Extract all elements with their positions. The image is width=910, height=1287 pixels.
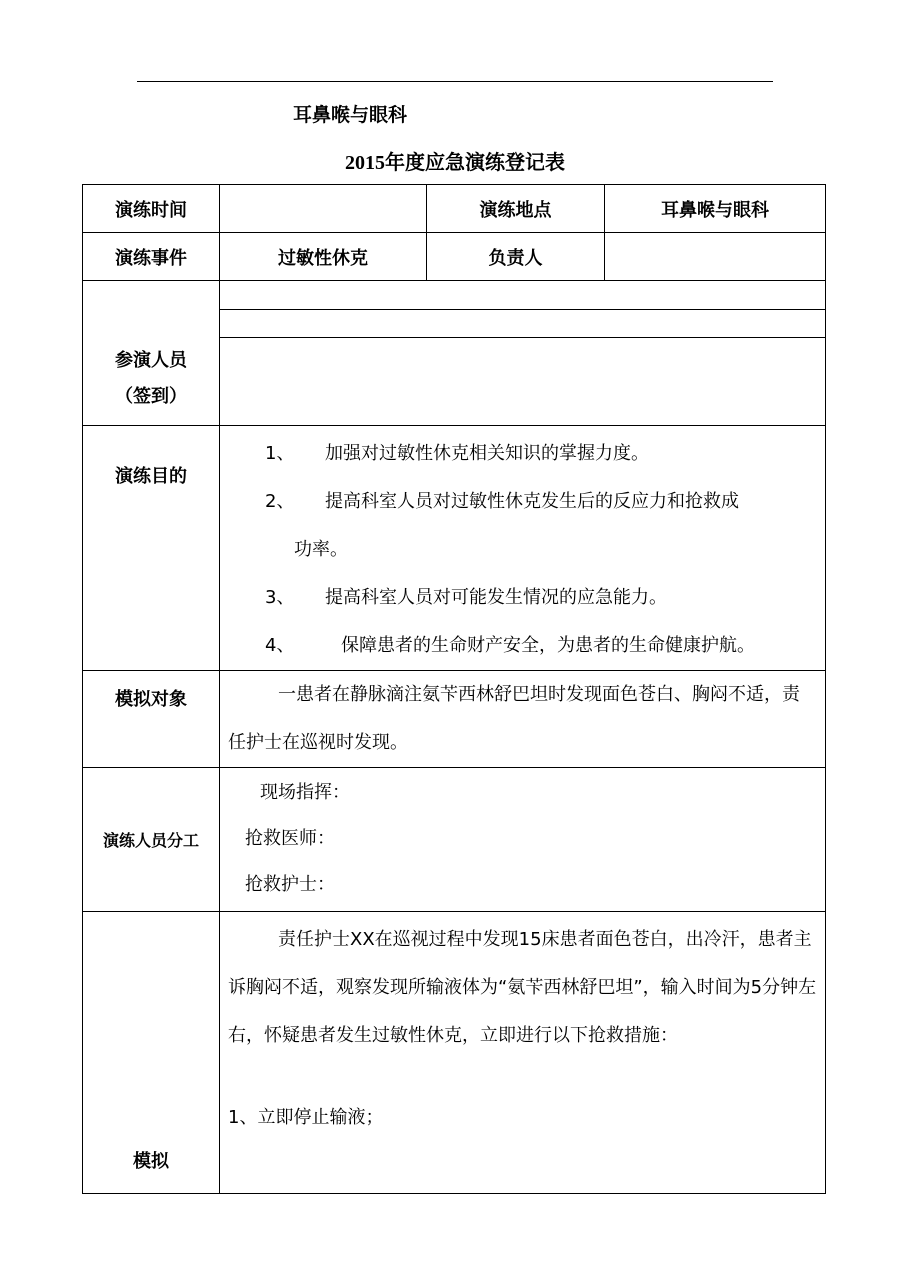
department-title: 耳鼻喉与眼科 bbox=[293, 104, 408, 126]
division-doctor: 抢救医师： bbox=[245, 828, 335, 849]
simulation-text: 责任护士XX在巡视过程中发现15床患者面色苍白，出冷汗，患者主诉胸闷不适，观察发现所输液体为“氨苄西林舒巴坦”，输入时间为5分钟左右，怀疑患者发生过敏性休克，立即进行以下抢救措施： bbox=[228, 929, 817, 1046]
drill-goal-label: 演练目的 bbox=[83, 426, 220, 671]
owner-label: 负责人 bbox=[427, 233, 605, 281]
drill-time-value[interactable] bbox=[220, 185, 427, 233]
goal-item: 2、 提高科室人员对过敏性休克发生后的反应力和抢救成 bbox=[265, 491, 739, 512]
drill-register-table bbox=[82, 184, 826, 1194]
participants-label-cell bbox=[83, 281, 220, 426]
goal-item: 4、 保障患者的生命财产安全，为患者的生命健康护航。 bbox=[265, 635, 755, 656]
simulation-label: 模拟 bbox=[83, 912, 220, 1194]
drill-event-label: 演练事件 bbox=[83, 233, 220, 281]
form-title-text: 年度应急演练登记表 bbox=[385, 150, 565, 174]
drill-goal-list bbox=[220, 426, 826, 671]
simulation-body bbox=[220, 912, 826, 1194]
participant-sign-line-1[interactable] bbox=[220, 281, 826, 310]
form-title-year: 2015 bbox=[345, 152, 385, 174]
owner-value[interactable] bbox=[605, 233, 826, 281]
drill-event-value[interactable]: 过敏性休克 bbox=[220, 233, 427, 281]
division-nurse: 抢救护士： bbox=[245, 874, 335, 895]
goal-item: 1、 加强对过敏性休克相关知识的掌握力度。 bbox=[265, 443, 649, 464]
simulation-step-1: 1、立即停止输液； bbox=[228, 1107, 384, 1128]
participants-label: 参演人员 bbox=[115, 350, 187, 371]
top-rule bbox=[137, 81, 773, 82]
drill-place-value[interactable]: 耳鼻喉与眼科 bbox=[605, 185, 826, 233]
participant-sign-area[interactable] bbox=[220, 338, 826, 426]
participant-sign-line-2[interactable] bbox=[220, 310, 826, 338]
goal-item-continued: 功率。 bbox=[294, 539, 348, 560]
division-label: 演练人员分工 bbox=[83, 768, 220, 912]
division-list bbox=[220, 768, 826, 912]
drill-time-label: 演练时间 bbox=[83, 185, 220, 233]
form-title bbox=[0, 146, 910, 175]
participants-sub-label: （签到） bbox=[115, 386, 187, 407]
goal-item: 3、 提高科室人员对可能发生情况的应急能力。 bbox=[265, 587, 667, 608]
division-commander: 现场指挥： bbox=[260, 782, 350, 803]
sim-target-label: 模拟对象 bbox=[83, 671, 220, 768]
drill-place-label: 演练地点 bbox=[427, 185, 605, 233]
sim-target-text: 一患者在静脉滴注氨苄西林舒巴坦时发现面色苍白、胸闷不适，责任护士在巡视时发现。 bbox=[220, 671, 826, 768]
